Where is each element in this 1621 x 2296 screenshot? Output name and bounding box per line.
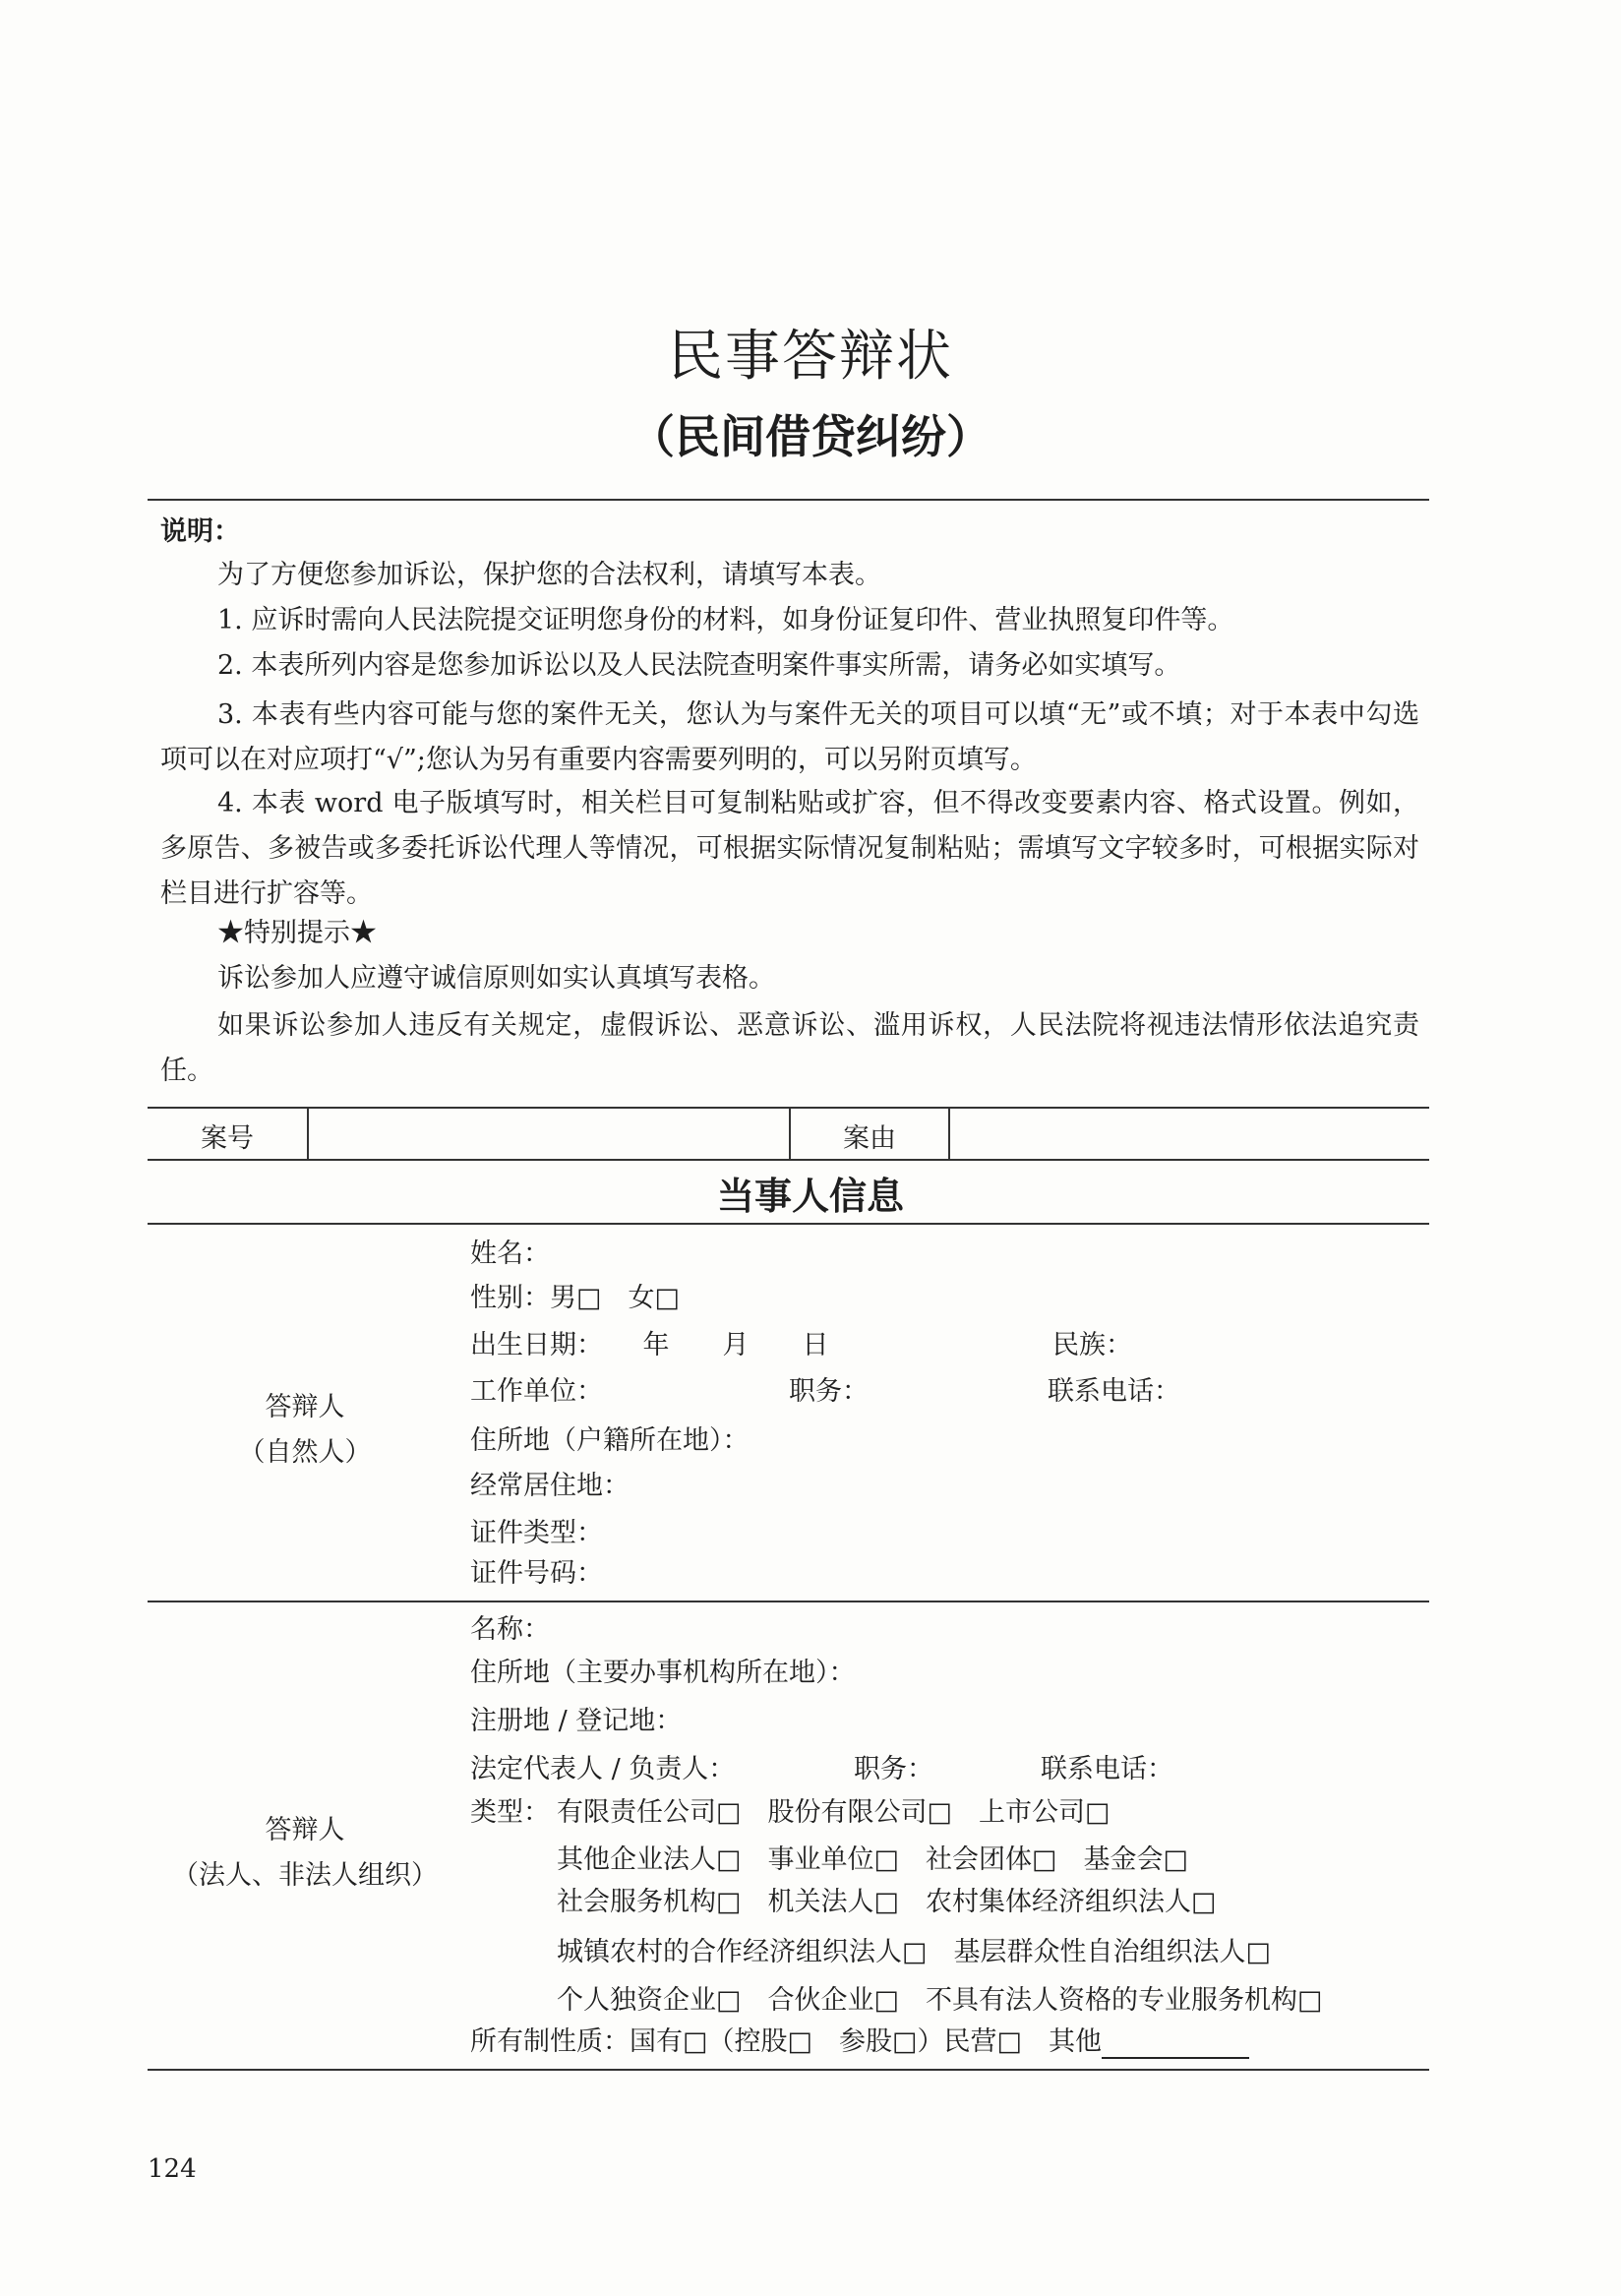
residence-field[interactable]: 经常居住地： [470, 1471, 630, 1501]
org-type-options[interactable]: 个人独资企业□ 合伙企业□ 不具有法人资格的专业服务机构□ [557, 1985, 1323, 2016]
rep-phone-field[interactable]: 联系电话： [1041, 1754, 1173, 1784]
table-row-border [148, 1159, 1429, 1161]
case-cause-field[interactable] [951, 1110, 1427, 1157]
document-subtitle: （民间借贷纠纷） [630, 410, 991, 463]
org-address-field[interactable]: 住所地（主要办事机构所在地）： [470, 1658, 856, 1688]
case-number-field[interactable] [310, 1110, 787, 1157]
ownership-other-blank[interactable] [1102, 2031, 1249, 2059]
representative-field[interactable]: 法定代表人 / 负责人： [470, 1754, 736, 1784]
ethnicity-field[interactable]: 民族： [1052, 1330, 1132, 1360]
org-type-label: 类型： [470, 1797, 550, 1828]
org-type-options[interactable]: 其他企业法人□ 事业单位□ 社会团体□ 基金会□ [557, 1844, 1189, 1875]
instruction-paragraph: 4. 本表 word 电子版填写时，相关栏目可复制粘贴或扩容，但不得改变要素内容、格式设置。例如，多原告、多被告或多委托诉讼代理人等情况，可根据实际情况复制粘贴；需填写文字较多时，可根据实际对栏目进行扩容等。 [160, 788, 1419, 909]
ownership-field[interactable] [470, 2025, 1249, 2059]
org-type-options[interactable]: 城镇农村的合作经济组织法人□ 基层群众性自治组织法人□ [557, 1937, 1272, 1967]
instruction-paragraph: 3. 本表有些内容可能与您的案件无关，您认为与案件无关的项目可以填“无”或不填；对于本表中勾选项可以在对应项打“√”;您认为另有重要内容需要列明的，可以另附页填写。 [160, 699, 1419, 775]
instruction-paragraph: 如果诉讼参加人违反有关规定，虚假诉讼、恶意诉讼、滥用诉权，人民法院将视违法情形依法追究责任。 [160, 1010, 1419, 1086]
document-title: 民事答辩状 [668, 325, 953, 389]
table-col-border [948, 1107, 950, 1159]
case-number-label: 案号 [201, 1123, 254, 1154]
id-number-field[interactable]: 证件号码： [470, 1558, 603, 1589]
phone-field[interactable]: 联系电话： [1048, 1376, 1180, 1407]
position-field[interactable]: 职务： [789, 1376, 869, 1407]
respondent-natural-label-sub: （自然人） [238, 1437, 372, 1468]
instruction-paragraph: 诉讼参加人应遵守诚信原则如实认真填写表格。 [217, 963, 775, 994]
respondent-legal-label-sub: （法人、非法人组织） [172, 1860, 438, 1891]
instructions-heading: 说明： [160, 516, 240, 547]
org-type-options[interactable]: 社会服务机构□ 机关法人□ 农村集体经济组织法人□ [557, 1887, 1217, 1917]
org-type-options[interactable]: 有限责任公司□ 股份有限公司□ 上市公司□ [557, 1797, 1111, 1828]
instruction-paragraph: 为了方便您参加诉讼，保护您的合法权利，请填写本表。 [217, 560, 881, 590]
respondent-legal-label: 答辩人 [265, 1815, 345, 1845]
id-type-field[interactable]: 证件类型： [470, 1518, 603, 1548]
section-title-party-info: 当事人信息 [716, 1175, 904, 1218]
instruction-paragraph: 2. 本表所列内容是您参加诉讼以及人民法院查明案件事实所需，请务必如实填写。 [217, 650, 1181, 681]
block-divider [148, 1601, 1429, 1602]
table-col-border [307, 1107, 309, 1159]
name-field[interactable]: 姓名： [470, 1239, 550, 1269]
case-cause-label: 案由 [843, 1123, 896, 1154]
registered-place-field[interactable]: 注册地 / 登记地： [470, 1706, 683, 1736]
ownership-options: 所有制性质：国有□（控股□ 参股□）民营□ 其他 [470, 2026, 1103, 2057]
section-divider [148, 1223, 1429, 1225]
respondent-natural-label: 答辩人 [265, 1392, 345, 1422]
rep-position-field[interactable]: 职务： [854, 1754, 933, 1784]
page-number: 124 [148, 2154, 197, 2184]
divider-top [148, 499, 1429, 501]
domicile-field[interactable]: 住所地（户籍所在地）： [470, 1425, 750, 1456]
special-notice-heading: ★特别提示★ [217, 918, 377, 948]
employer-field[interactable]: 工作单位： [470, 1376, 603, 1407]
gender-field[interactable]: 性别：男□ 女□ [470, 1283, 681, 1313]
instruction-paragraph: 1. 应诉时需向人民法院提交证明您身份的材料，如身份证复印件、营业执照复印件等。 [217, 605, 1234, 635]
org-name-field[interactable]: 名称： [470, 1614, 550, 1645]
table-bottom-border [148, 2069, 1429, 2071]
birth-date-field[interactable]: 出生日期： 年 月 日 [470, 1330, 829, 1360]
